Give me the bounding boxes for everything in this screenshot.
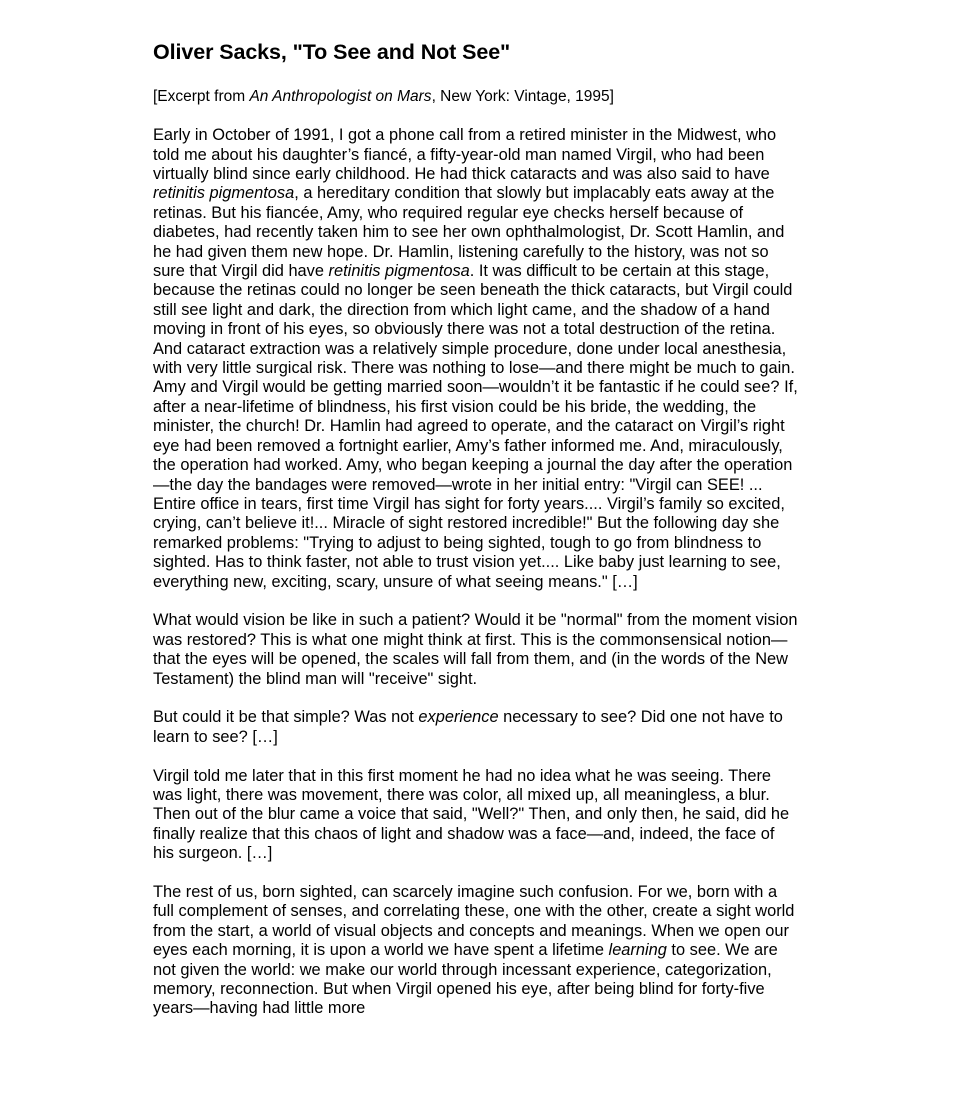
- emphasized-text: retinitis pigmentosa: [328, 262, 470, 281]
- paragraph: [153, 767, 798, 864]
- source-suffix: , New York: Vintage, 1995]: [431, 88, 614, 105]
- source-citation: [153, 87, 798, 106]
- paragraph: [153, 708, 798, 747]
- source-prefix: [Excerpt from: [153, 88, 250, 105]
- paragraph: [153, 126, 798, 592]
- paragraph-text: to see. We are not given the world: we make our world through incessant experience, categorization, memory, reconnection. But when Virgil opened his eye, after being blind for forty-five years—having had little more: [153, 941, 778, 1018]
- emphasized-text: experience: [418, 708, 499, 727]
- document-page: [153, 0, 798, 1038]
- excerpt-body: [153, 126, 798, 1019]
- paragraph-text: But could it be that simple? Was not: [153, 708, 419, 727]
- paragraph-text: Virgil told me later that in this first moment he had no idea what he was seeing. There was light, there was movement, there was color, all mixed up, all meaningless, a blur. Then out of the blur came a voice that said, "Well?" Then, and only then, he said, did he finally realize that this chaos of light and shadow was a face—and, indeed, the face of his surgeon. […]: [153, 766, 790, 863]
- paragraph-text: What would vision be like in such a patient? Would it be "normal" from the moment vision was restored? This is what one might think at first. This is the commonsensical notion—that the eyes will be opened, the scales will fall from them, and (in the words of the New Testament) the blind man will "receive" sight.: [153, 611, 798, 688]
- paragraph-text: , a hereditary condition that slowly but implacably eats away at the retinas. But his fiancée, Amy, who required regular eye checks herself because of diabetes, had recently taken him to see her own ophthalmologist, Dr. Scott Hamlin, and he had given them new hope. Dr. Hamlin, listening carefully to the history, was not so sure that Virgil did have: [153, 184, 785, 281]
- paragraph-text: Early in October of 1991, I got a phone call from a retired minister in the Midwest, who told me about his daughter’s fiancé, a fifty-year-old man named Virgil, who had been virtually blind since early childhood. He had thick cataracts and was also said to have: [153, 126, 777, 184]
- paragraph-text: . It was difficult to be certain at this stage, because the retinas could no longer be seen beneath the thick cataracts, but Virgil could still see light and dark, the direction from which light came, and the shadow of a hand moving in front of his eyes, so obviously there was not a total destruction of the retina. And cataract extraction was a relatively simple procedure, done under local anesthesia, with very little surgical risk. There was nothing to lose—and there might be much to gain. Amy and Virgil would be getting married soon—wouldn’t it be fantastic if he could see? If, after a near-lifetime of blindness, his first vision could be his bride, the wedding, the minister, the church! Dr. Hamlin had agreed to operate, and the cataract on Virgil’s right eye had been removed a fortnight earlier, Amy’s father informed me. And, miraculously, the operation had worked. Amy, who began keeping a journal the day after the operation—the day the bandages were removed—wrote in her initial entry: "Virgil can SEE! ... Entire office in tears, first time Virgil has sight for forty years.... Virgil’s family so excited, crying, can’t believe it!... Miracle of sight restored incredible!" But the following day she remarked problems: "Trying to adjust to being sighted, tough to go from blindness to sighted. Has to think faster, not able to trust vision yet.... Like baby just learning to see, everything new, exciting, scary, unsure of what seeing means." […]: [153, 262, 798, 591]
- source-book-title: An Anthropologist on Mars: [249, 88, 432, 105]
- page-title: Oliver Sacks, "To See and Not See": [153, 40, 511, 64]
- paragraph-text: necessary to see? Did one not have to learn to see? […]: [153, 708, 783, 746]
- paragraph-text: The rest of us, born sighted, can scarcely imagine such confusion. For we, born with a full complement of senses, and correlating these, one with the other, create a sight world from the start, a world of visual objects and concepts and meanings. When we open our eyes each morning, it is upon a world we have spent a lifetime: [153, 882, 795, 960]
- paragraph: [153, 883, 798, 1019]
- paragraph: [153, 611, 798, 689]
- emphasized-text: retinitis pigmentosa: [153, 184, 295, 203]
- emphasized-text: learning: [608, 941, 667, 960]
